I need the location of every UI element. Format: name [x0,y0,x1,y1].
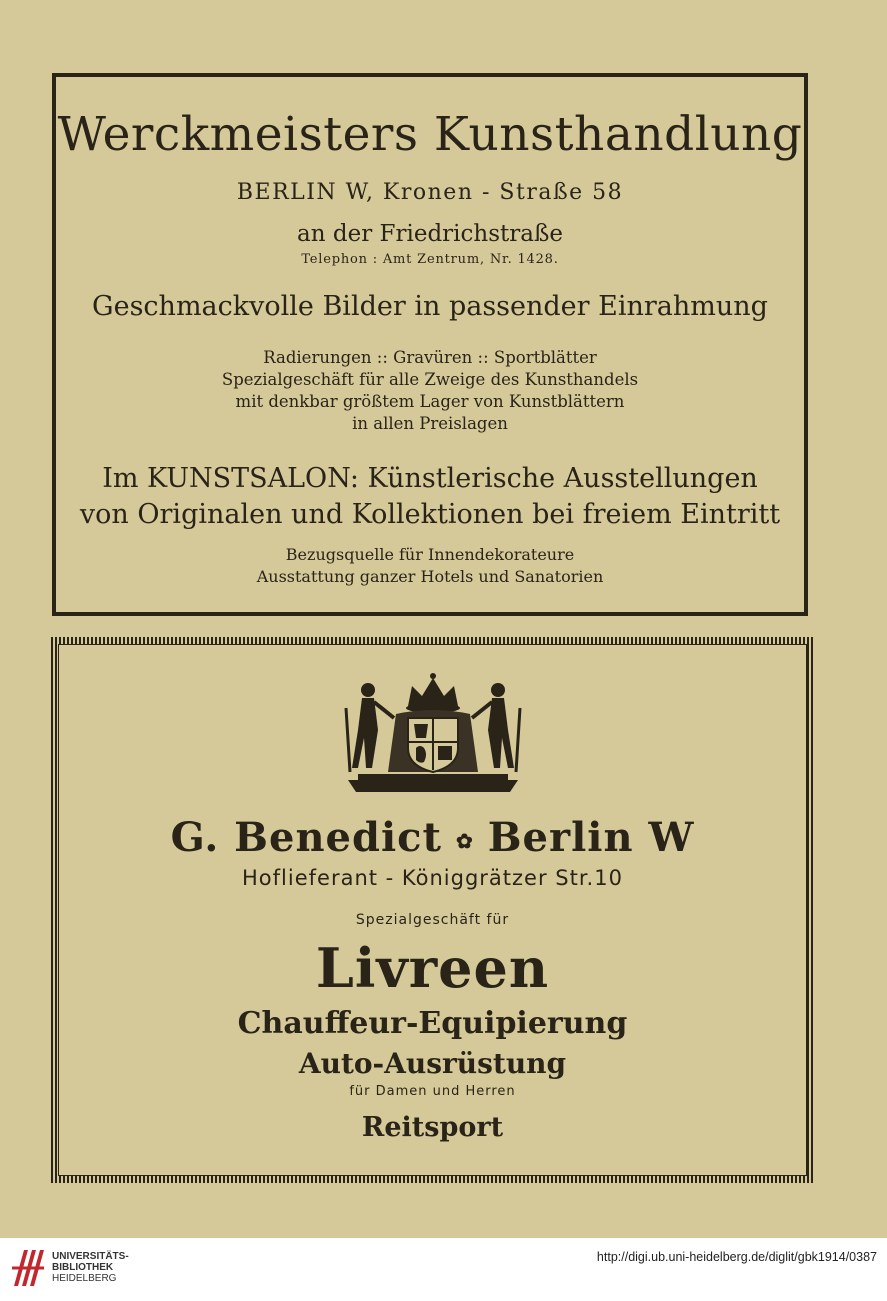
service-note: für Damen und Herren [349,1084,516,1099]
library-logo-icon[interactable] [10,1246,46,1290]
ad-telephone: Telephon : Amt Zentrum, Nr. 1428. [301,252,559,267]
offer-line: in allen Preislagen [352,414,508,433]
werckmeister-advertisement [52,73,808,616]
offer-line: Spezialgeschäft für alle Zweige des Kunsthandels [221,370,639,389]
salon-line: von Originalen und Kollektionen bei freiem Eintritt [79,499,781,530]
ad-title: Werckmeisters Kunsthandlung [57,107,803,162]
permalink-url[interactable]: http://digi.ub.uni-heidelberg.de/diglit/gbk1914/0387 [596,1250,877,1264]
specialty-label: Spezialgeschäft für [355,912,510,928]
firm-name [58,814,807,861]
benedict-advertisement [51,637,814,1183]
ad-location: an der Friedrichstraße [297,221,563,247]
ad-address: BERLIN W, Kronen - Straße 58 [236,180,624,205]
ad-slogan: Geschmackvolle Bilder in passender Einrahmung [92,291,768,322]
offer-block [56,347,804,435]
offer-line: mit denkbar größtem Lager von Kunstblättern [235,392,625,411]
headline: Livreen [315,936,550,1000]
footer-bar [0,1238,887,1301]
flower-ornament-icon: ✿ [455,829,474,853]
service-line: Auto-Ausrüstung [298,1047,567,1080]
service-line: Reitsport [361,1112,504,1143]
library-line: BIBLIOTHEK [52,1262,114,1273]
offer-line: Radierungen :: Gravüren :: Sportblätter [263,348,597,367]
supply-line: Bezugsquelle für Innendekorateure [285,545,575,564]
library-name [52,1251,129,1284]
supply-block [56,544,804,588]
firm-subtitle: Hoflieferant - Königgrätzer Str.10 [242,866,623,890]
library-line: UNIVERSITÄTS- [52,1251,129,1262]
salon-block [56,461,804,533]
firm-right: Berlin W [487,814,695,861]
service-line: Chauffeur-Equipierung [237,1006,628,1041]
salon-line: Im KUNSTSALON: Künstlerische Ausstellungen [102,463,758,494]
firm-left: G. Benedict [170,814,442,861]
library-line: HEIDELBERG [52,1273,117,1284]
supply-line: Ausstattung ganzer Hotels und Sanatorien [256,567,604,586]
royal-coat-of-arms-icon [338,668,528,798]
